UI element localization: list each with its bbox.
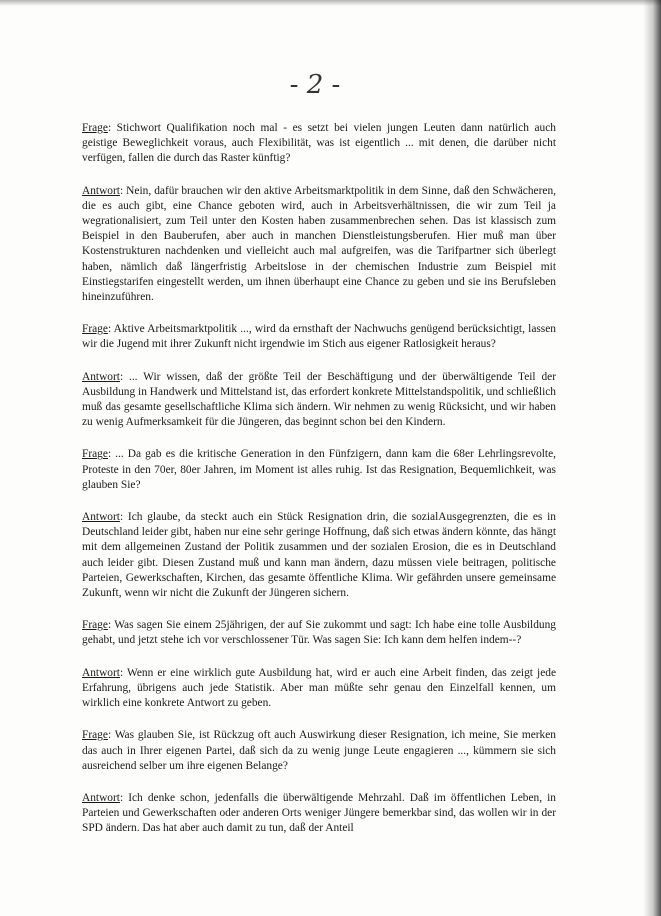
speaker-label: Antwort <box>82 184 120 197</box>
speaker-label: Antwort <box>82 666 120 679</box>
interview-question <box>82 121 556 167</box>
interview-answer <box>82 184 556 306</box>
paragraph-text: : Aktive Arbeitsmarktpolitik ..., wird da ernsthaft der Nachwuchs genügend berücksichtigt, lassen wir die Jugend mit ihrer Zukunft nicht irgendwie im Stich aus eigener Ratlosigkeit heraus? <box>82 323 556 351</box>
paragraph-text: : ... Wir wissen, daß der größte Teil der Beschäftigung und der überwältigende Teil der Ausbildung in Handwerk und Mittelstand ist, das erfordert konkrete Mittelstandspolitik, und schließlich muß das gesamte gesellschaftliche Klima sich ändern. Wir nehmen zu wenig Rücksicht, und wir haben zu wenig Aufmerksamkeit für die Jüngeren, das beginnt schon bei den Kindern. <box>82 370 556 429</box>
interview-answer <box>82 791 556 837</box>
paragraph-text: : Nein, dafür brauchen wir den aktive Arbeitsmarktpolitik in dem Sinne, daß den Schwächeren, die es auch gibt, eine Chance geboten wird, auch in Arbeitsverhältnissen, die wir zum Teil ja wegrationalisiert, zum Teil unter den Kosten haben zusammenbrechen sehen. Das ist klassisch zum Beispiel in den Bauberufen, aber auch in manchen Dienstleistungsberufen. Hier muß man über Kostenstrukturen nachdenken und vielleicht auch mal aufgreifen, was die Tarifpartner sich überlegt haben, nämlich daß längerfristig Arbeitslose in der chemischen Industrie zum Beispiel mit Einstiegstarifen eingestellt werden, um ihnen überhaupt eine Chance zu geben und sie ins Berufsleben hineinzuführen. <box>82 184 556 304</box>
paragraph-text: : Was glauben Sie, ist Rückzug oft auch Auswirkung dieser Resignation, ich meine, Sie merken das auch in Ihrer eigenen Partei, daß sich da zu wenig junge Leute engagieren ..., kümmern sie sich ausreichend selber um ihre eigenen Belange? <box>82 729 556 772</box>
speaker-label: Antwort <box>82 370 120 383</box>
interview-question <box>82 322 556 352</box>
speaker-label: Frage <box>82 448 108 461</box>
scan-shadow-top <box>0 0 661 6</box>
speaker-label: Antwort <box>82 791 120 804</box>
interview-answer <box>82 666 556 712</box>
paragraph-text: : Stichwort Qualifikation noch mal - es setzt bei vielen jungen Leuten dann natürlich auch geistige Beweglichkeit voraus, auch Flexibilität, was ist eigentlich ... mit denen, die darüber nicht verfügen, fallen die durch das Raster künftig? <box>82 122 556 165</box>
paragraph-text: : ... Da gab es die kritische Generation in den Fünfzigern, dann kam die 68er Lehrlingsrevolte, Proteste in den 70er, 80er Jahren, im Moment ist alles ruhig. Ist das Resignation, Bequemlichkeit, was glauben Sie? <box>82 448 556 491</box>
scan-shadow-right <box>643 0 661 916</box>
interview-question <box>82 447 556 493</box>
paragraph-text: : Ich glaube, da steckt auch ein Stück Resignation drin, die sozialAusgegrenzten, die es in Deutschland leider gibt, haben nur eine sehr geringe Hoffnung, daß sich etwas ändern könnte, das hängt mit dem allgemeinen Zustand der Politik zusammen und der sozialen Erosion, die es in Deutschland auch leider gibt. Diesen Zustand muß und kann man ändern, dazu müssen viele beitragen, politische Parteien, Gewerkschaften, Kirchen, das gesamte öffentliche Klima. Wir gefährden unsere gemeinsame Zukunft, wenn wir nicht die Zukunft der Jüngeren sichern. <box>82 511 556 600</box>
paragraph-text: : Wenn er eine wirklich gute Ausbildung hat, wird er auch eine Arbeit finden, das zeigt jede Erfahrung, übrigens auch jede Statistik. Aber man müßte sehr genau den Einzelfall kennen, um wirklich eine konkrete Antwort zu geben. <box>82 666 556 710</box>
speaker-label: Frage <box>82 323 108 336</box>
interview-answer <box>82 510 556 601</box>
speaker-label: Frage <box>82 729 108 742</box>
interview-question <box>82 618 556 648</box>
paragraph-text: : Ich denke schon, jedenfalls die überwältigende Mehrzahl. Daß im öffentlichen Leben, in Parteien und Gewerkschaften oder anderen Orts weniger Jüngere bemerkbar sind, das wollen wir in der SPD ändern. Das hat aber auch damit zu tun, daß der Anteil <box>82 791 556 835</box>
interview-question <box>82 728 556 774</box>
speaker-label: Frage <box>82 122 108 134</box>
interview-answer <box>82 370 556 431</box>
page-number: - 2 - <box>289 70 341 100</box>
interview-text <box>82 121 556 854</box>
speaker-label: Frage <box>82 619 108 632</box>
paragraph-text: : Was sagen Sie einem 25jährigen, der auf Sie zukommt und sagt: Ich habe eine tolle Ausbildung gehabt, und jetzt stehe ich vor verschlossener Tür. Was sagen Sie: Ich kann dem helfen indem--? <box>82 619 556 647</box>
speaker-label: Antwort <box>82 511 120 524</box>
